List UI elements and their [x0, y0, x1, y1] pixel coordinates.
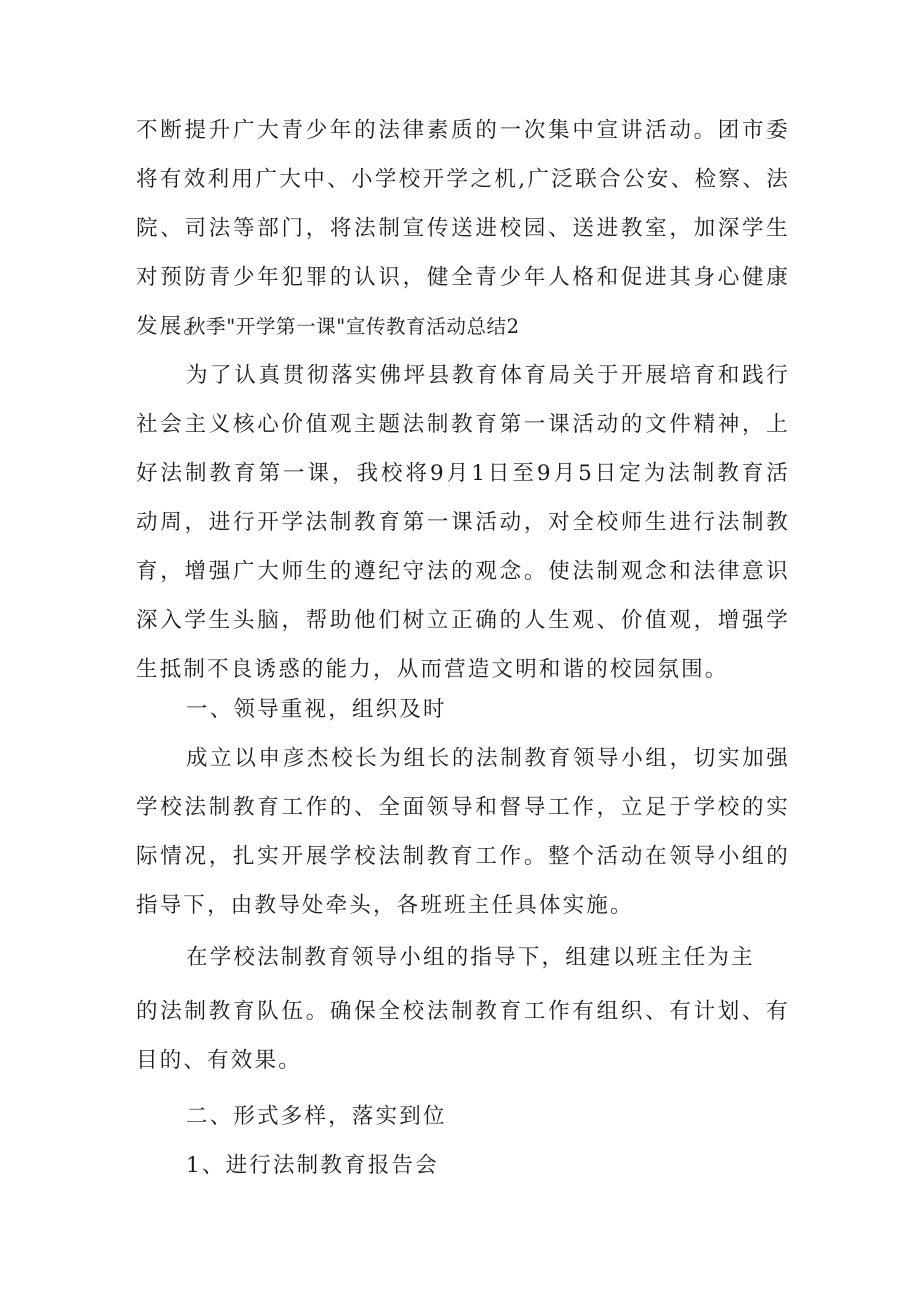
paragraph-purpose: 为了认真贯彻落实佛坪县教育体育局关于开展培育和践行社会主义核心价值观主题法制教育第一课活动的文件精神，上好法制教育第一课，我校将9月1日至9月5日定为法制教育活动周，进行开学法制教育第一课活动，对全校师生进行法制教育，增强广大师生的遵纪守法的观念。使法制观念和法律意识深入学生头脑，帮助他们树立正确的人生观、价值观，增强学生抵制不良诱惑的能力，从而营造文明和谐的校园氛围。	[136, 363, 790, 682]
section-title: 秋季"开学第一课"宣传教育活动总结2	[186, 315, 520, 338]
paragraph-intro-continued: 不断提升广大青少年的法律素质的一次集中宣讲活动。团市委将有效利用广大中、小学校开学之机,广泛联合公安、检察、法院、司法等部门，将法制宣传送进校园、送进教室，加深学生对预防青少年犯罪的认识，健全青少年人格和促进其身心健康发展。	[136, 118, 790, 339]
list-item-report-meeting: 1、进行法制教育报告会	[186, 1153, 439, 1178]
paragraph-team-line2: 的法制教育队伍。确保全校法制教育工作有组织、有计划、有目的、有效果。	[136, 999, 790, 1073]
heading-forms: 二、形式多样，落实到位	[186, 1104, 447, 1129]
paragraph-leadership-group: 成立以申彦杰校长为组长的法制教育领导小组，切实加强学校法制教育工作的、全面领导和督导工作，立足于学校的实际情况，扎实开展学校法制教育工作。整个活动在领导小组的指导下，由教导处牵头，各班班主任具体实施。	[136, 746, 790, 918]
paragraph-team-line1: 在学校法制教育领导小组的指导下，组建以班主任为主	[186, 945, 755, 970]
heading-leadership: 一、领导重视，组织及时	[186, 697, 447, 722]
